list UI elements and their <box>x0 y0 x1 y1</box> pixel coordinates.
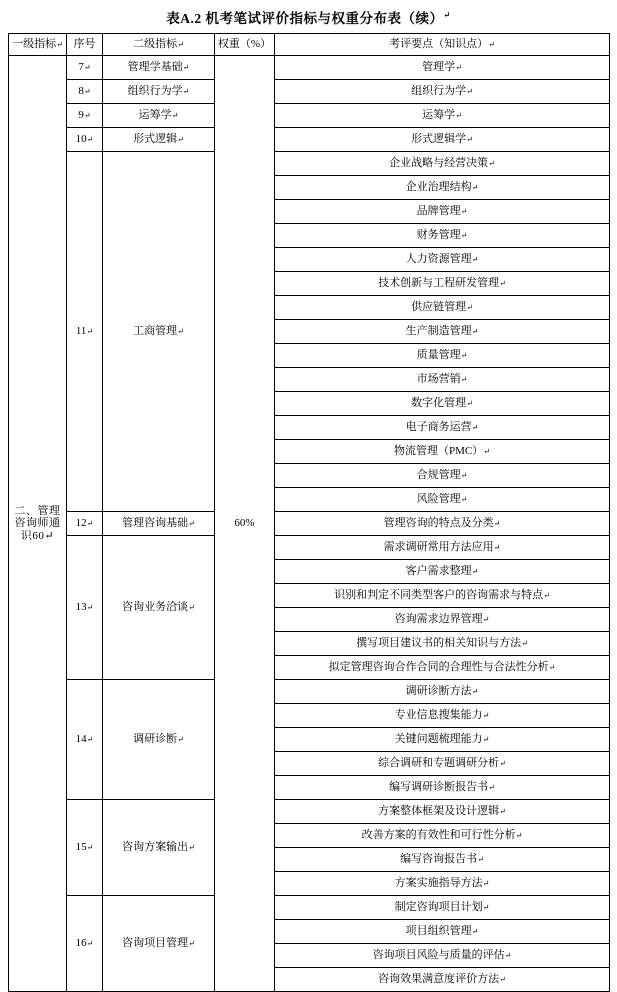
row-number-cell <box>67 80 103 104</box>
assessment-point-cell <box>275 968 610 992</box>
assessment-point-label: 关键问题梳理能力 <box>394 733 483 746</box>
row-number-mark: ↵ <box>86 843 94 853</box>
assessment-point-mark: ↵ <box>488 783 495 793</box>
column-header-points-mark: ↵ <box>488 40 495 50</box>
row-number-label: 15 <box>75 841 87 854</box>
assessment-point-cell <box>275 824 610 848</box>
row-number-label: 16 <box>75 937 87 950</box>
level2-indicator-mark: ↵ <box>182 63 190 73</box>
level2-indicator-label: 形式逻辑 <box>133 133 178 146</box>
assessment-point-mark: ↵ <box>460 351 468 361</box>
assessment-point-label: 企业治理结构 <box>405 181 472 194</box>
assessment-point-mark: ↵ <box>471 255 479 265</box>
table-row <box>9 104 610 128</box>
assessment-point-label: 咨询需求边界管理 <box>394 613 483 626</box>
assessment-point-mark: ↵ <box>455 111 462 121</box>
row-number-cell <box>67 512 103 536</box>
assessment-point-mark: ↵ <box>471 567 479 577</box>
assessment-point-label: 综合调研和专题调研分析 <box>378 757 500 770</box>
assessment-point-cell <box>275 320 610 344</box>
level2-indicator-cell <box>103 104 215 128</box>
assessment-point-cell <box>275 80 610 104</box>
column-header-level1-label: 一级指标 <box>12 38 57 51</box>
level2-indicator-mark: ↵ <box>177 327 184 337</box>
row-number-cell <box>67 680 103 800</box>
assessment-point-label: 项目组织管理 <box>405 925 472 938</box>
assessment-point-mark: ↵ <box>499 759 506 769</box>
assessment-point-mark: ↵ <box>471 687 479 697</box>
column-header-level1 <box>9 34 67 56</box>
level2-indicator-label: 咨询业务洽谈 <box>122 601 189 614</box>
assessment-point-cell <box>275 800 610 824</box>
assessment-point-label: 识别和判定不同类型客户的咨询需求与特点 <box>334 589 544 602</box>
row-number-mark: ↵ <box>83 63 91 73</box>
assessment-point-label: 供应链管理 <box>411 301 467 314</box>
row-number-cell <box>67 800 103 896</box>
assessment-point-label: 生产制造管理 <box>405 325 472 338</box>
row-number-label: 14 <box>75 733 87 746</box>
assessment-point-cell <box>275 464 610 488</box>
assessment-point-mark: ↵ <box>493 543 501 553</box>
assessment-point-label: 管理学 <box>422 61 456 74</box>
level2-indicator-mark: ↵ <box>177 135 184 145</box>
level2-indicator-cell <box>103 536 215 680</box>
level2-indicator-label: 组织行为学 <box>127 85 183 98</box>
assessment-point-mark: ↵ <box>499 807 506 817</box>
level2-indicator-label: 管理咨询基础 <box>122 517 189 530</box>
assessment-point-mark: ↵ <box>482 615 490 625</box>
row-number-label: 11 <box>75 325 87 338</box>
assessment-point-cell <box>275 656 610 680</box>
level2-indicator-mark: ↵ <box>171 111 179 121</box>
column-header-level2 <box>103 34 215 56</box>
assessment-point-mark: ↵ <box>477 855 484 865</box>
level2-indicator-mark: ↵ <box>188 843 195 853</box>
level2-indicator-cell <box>103 680 215 800</box>
table-row <box>9 56 610 80</box>
assessment-point-label: 运筹学 <box>422 109 456 122</box>
assessment-point-cell <box>275 776 610 800</box>
row-number-label: 8 <box>78 85 84 98</box>
weight-label: 60% <box>234 517 255 530</box>
assessment-point-mark: ↵ <box>499 975 506 985</box>
assessment-point-mark: ↵ <box>460 207 468 217</box>
level2-indicator-label: 调研诊断 <box>133 733 178 746</box>
assessment-point-mark: ↵ <box>466 399 473 409</box>
row-number-label: 10 <box>75 133 87 146</box>
row-number-mark: ↵ <box>83 87 91 97</box>
assessment-point-mark: ↵ <box>460 375 468 385</box>
row-number-label: 13 <box>75 601 87 614</box>
row-number-mark: ↵ <box>86 519 94 529</box>
assessment-point-cell <box>275 704 610 728</box>
row-number-cell <box>67 536 103 680</box>
assessment-point-cell <box>275 608 610 632</box>
level2-indicator-mark: ↵ <box>188 519 195 529</box>
assessment-point-label: 调研诊断方法 <box>405 685 472 698</box>
assessment-point-label: 电子商务运营 <box>405 421 472 434</box>
assessment-point-cell <box>275 416 610 440</box>
level2-indicator-label: 运筹学 <box>138 109 172 122</box>
assessment-point-mark: ↵ <box>483 447 490 457</box>
page-title <box>8 0 609 33</box>
table-row <box>9 512 610 536</box>
table-row <box>9 152 610 176</box>
assessment-point-cell <box>275 488 610 512</box>
assessment-point-cell <box>275 728 610 752</box>
table-row <box>9 896 610 920</box>
column-header-level2-mark: ↵ <box>177 40 184 50</box>
assessment-point-mark: ↵ <box>515 831 523 841</box>
assessment-point-cell <box>275 632 610 656</box>
table-header-row <box>9 34 610 56</box>
table-header <box>9 34 610 56</box>
assessment-point-mark: ↵ <box>499 279 506 289</box>
level2-indicator-label: 咨询方案输出 <box>122 841 189 854</box>
assessment-point-mark: ↵ <box>460 495 468 505</box>
assessment-point-cell <box>275 680 610 704</box>
column-header-level2-label: 二级指标 <box>133 38 178 51</box>
assessment-point-cell <box>275 176 610 200</box>
assessment-point-cell <box>275 560 610 584</box>
page-title-mark: ↵ <box>443 10 451 20</box>
assessment-point-cell <box>275 512 610 536</box>
assessment-point-label: 方案实施指导方法 <box>394 877 483 890</box>
assessment-point-cell <box>275 944 610 968</box>
assessment-point-mark: ↵ <box>466 303 473 313</box>
assessment-point-cell <box>275 368 610 392</box>
table-row <box>9 128 610 152</box>
level2-indicator-cell <box>103 152 215 512</box>
row-number-cell <box>67 896 103 992</box>
assessment-point-cell <box>275 128 610 152</box>
assessment-point-label: 品牌管理 <box>416 205 461 218</box>
assessment-point-label: 技术创新与工程研发管理 <box>378 277 500 290</box>
row-number-label: 12 <box>75 517 87 530</box>
level2-indicator-cell <box>103 896 215 992</box>
level2-indicator-label: 管理学基础 <box>127 61 183 74</box>
assessment-point-cell <box>275 152 610 176</box>
assessment-point-label: 企业战略与经营决策 <box>389 157 489 170</box>
row-number-mark: ↵ <box>86 939 94 949</box>
row-number-mark: ↵ <box>86 603 94 613</box>
assessment-point-label: 需求调研常用方法应用 <box>383 541 494 554</box>
assessment-point-cell <box>275 440 610 464</box>
assessment-point-mark: ↵ <box>521 639 528 649</box>
assessment-point-label: 组织行为学 <box>411 85 467 98</box>
row-number-mark: ↵ <box>83 111 91 121</box>
assessment-point-label: 合规管理 <box>416 469 461 482</box>
column-header-points <box>275 34 610 56</box>
assessment-point-mark: ↵ <box>482 879 490 889</box>
assessment-point-cell <box>275 104 610 128</box>
column-header-points-label: 考评要点（知识点） <box>389 38 489 51</box>
assessment-point-mark: ↵ <box>466 87 473 97</box>
assessment-point-mark: ↵ <box>482 903 490 913</box>
assessment-point-label: 数字化管理 <box>411 397 467 410</box>
assessment-point-label: 编写咨询报告书 <box>400 853 478 866</box>
assessment-point-label: 方案整体框架及设计逻辑 <box>378 805 500 818</box>
level2-indicator-mark: ↵ <box>188 939 195 949</box>
assessment-point-mark: ↵ <box>543 591 550 601</box>
assessment-point-label: 咨询项目风险与质量的评估 <box>372 949 505 962</box>
assessment-point-mark: ↵ <box>548 663 556 673</box>
level2-indicator-label: 咨询项目管理 <box>122 937 189 950</box>
column-header-level1-mark: ↵ <box>56 40 63 50</box>
assessment-point-cell <box>275 848 610 872</box>
assessment-point-mark: ↵ <box>493 519 501 529</box>
assessment-point-mark: ↵ <box>455 63 462 73</box>
row-number-cell <box>67 56 103 80</box>
level2-indicator-cell <box>103 800 215 896</box>
table-body <box>9 56 610 992</box>
assessment-point-label: 客户需求整理 <box>405 565 472 578</box>
assessment-point-label: 形式逻辑学 <box>411 133 467 146</box>
assessment-point-label: 质量管理 <box>416 349 461 362</box>
column-header-number-label: 序号 <box>73 38 96 51</box>
assessment-point-mark: ↵ <box>482 735 490 745</box>
assessment-point-label: 财务管理 <box>416 229 461 242</box>
page-title-text: 表A.2 机考笔试评价指标与权重分布表（续） <box>166 11 444 26</box>
level2-indicator-mark: ↵ <box>177 735 184 745</box>
assessment-point-mark: ↵ <box>471 927 479 937</box>
row-number-label: 9 <box>78 109 84 122</box>
assessment-point-cell <box>275 536 610 560</box>
level1-indicator-label: 二、管理咨询师通识60↵ <box>14 504 61 542</box>
assessment-table <box>8 33 610 992</box>
level2-indicator-mark: ↵ <box>188 603 195 613</box>
column-header-number <box>67 34 103 56</box>
assessment-point-cell <box>275 344 610 368</box>
level2-indicator-cell <box>103 56 215 80</box>
assessment-point-label: 物流管理（PMC） <box>394 445 484 458</box>
column-header-weight-label: 权重（%） <box>217 38 272 51</box>
assessment-point-cell <box>275 872 610 896</box>
assessment-point-mark: ↵ <box>471 183 479 193</box>
assessment-point-label: 改善方案的有效性和可行性分析 <box>361 829 516 842</box>
assessment-point-label: 市场营销 <box>416 373 461 386</box>
assessment-point-label: 制定咨询项目计划 <box>394 901 483 914</box>
assessment-point-mark: ↵ <box>471 423 479 433</box>
level2-indicator-cell <box>103 128 215 152</box>
assessment-point-cell <box>275 392 610 416</box>
column-header-weight <box>215 34 275 56</box>
assessment-point-label: 风险管理 <box>416 493 461 506</box>
level2-indicator-cell <box>103 512 215 536</box>
assessment-point-mark: ↵ <box>466 135 473 145</box>
row-number-label: 7 <box>78 61 84 74</box>
assessment-point-mark: ↵ <box>460 471 468 481</box>
table-row <box>9 80 610 104</box>
level2-indicator-mark: ↵ <box>182 87 190 97</box>
assessment-point-cell <box>275 248 610 272</box>
assessment-point-label: 咨询效果满意度评价方法 <box>378 973 500 986</box>
assessment-point-mark: ↵ <box>488 159 495 169</box>
assessment-point-label: 拟定管理咨询合作合同的合理性与合法性分析 <box>328 661 549 674</box>
assessment-point-mark: ↵ <box>504 951 512 961</box>
assessment-point-label: 人力资源管理 <box>405 253 472 266</box>
assessment-point-mark: ↵ <box>471 327 479 337</box>
assessment-point-label: 管理咨询的特点及分类 <box>383 517 494 530</box>
table-row <box>9 800 610 824</box>
assessment-point-mark: ↵ <box>460 231 468 241</box>
row-number-mark: ↵ <box>86 327 94 337</box>
assessment-point-cell <box>275 296 610 320</box>
assessment-point-label: 专业信息搜集能力 <box>394 709 483 722</box>
assessment-point-cell <box>275 752 610 776</box>
assessment-point-mark: ↵ <box>482 711 490 721</box>
assessment-point-cell <box>275 224 610 248</box>
assessment-point-cell <box>275 896 610 920</box>
row-number-cell <box>67 152 103 512</box>
row-number-mark: ↵ <box>86 135 94 145</box>
row-number-cell <box>67 128 103 152</box>
level2-indicator-cell <box>103 80 215 104</box>
assessment-point-cell <box>275 200 610 224</box>
assessment-point-cell <box>275 56 610 80</box>
weight-cell <box>215 56 275 992</box>
assessment-point-label: 编写调研诊断报告书 <box>389 781 489 794</box>
assessment-point-cell <box>275 584 610 608</box>
assessment-point-cell <box>275 920 610 944</box>
table-row <box>9 680 610 704</box>
level2-indicator-label: 工商管理 <box>133 325 178 338</box>
level1-indicator-cell <box>9 56 67 992</box>
assessment-point-cell <box>275 272 610 296</box>
table-row <box>9 536 610 560</box>
assessment-point-label: 撰写项目建议书的相关知识与方法 <box>356 637 522 650</box>
row-number-cell <box>67 104 103 128</box>
row-number-mark: ↵ <box>86 735 94 745</box>
